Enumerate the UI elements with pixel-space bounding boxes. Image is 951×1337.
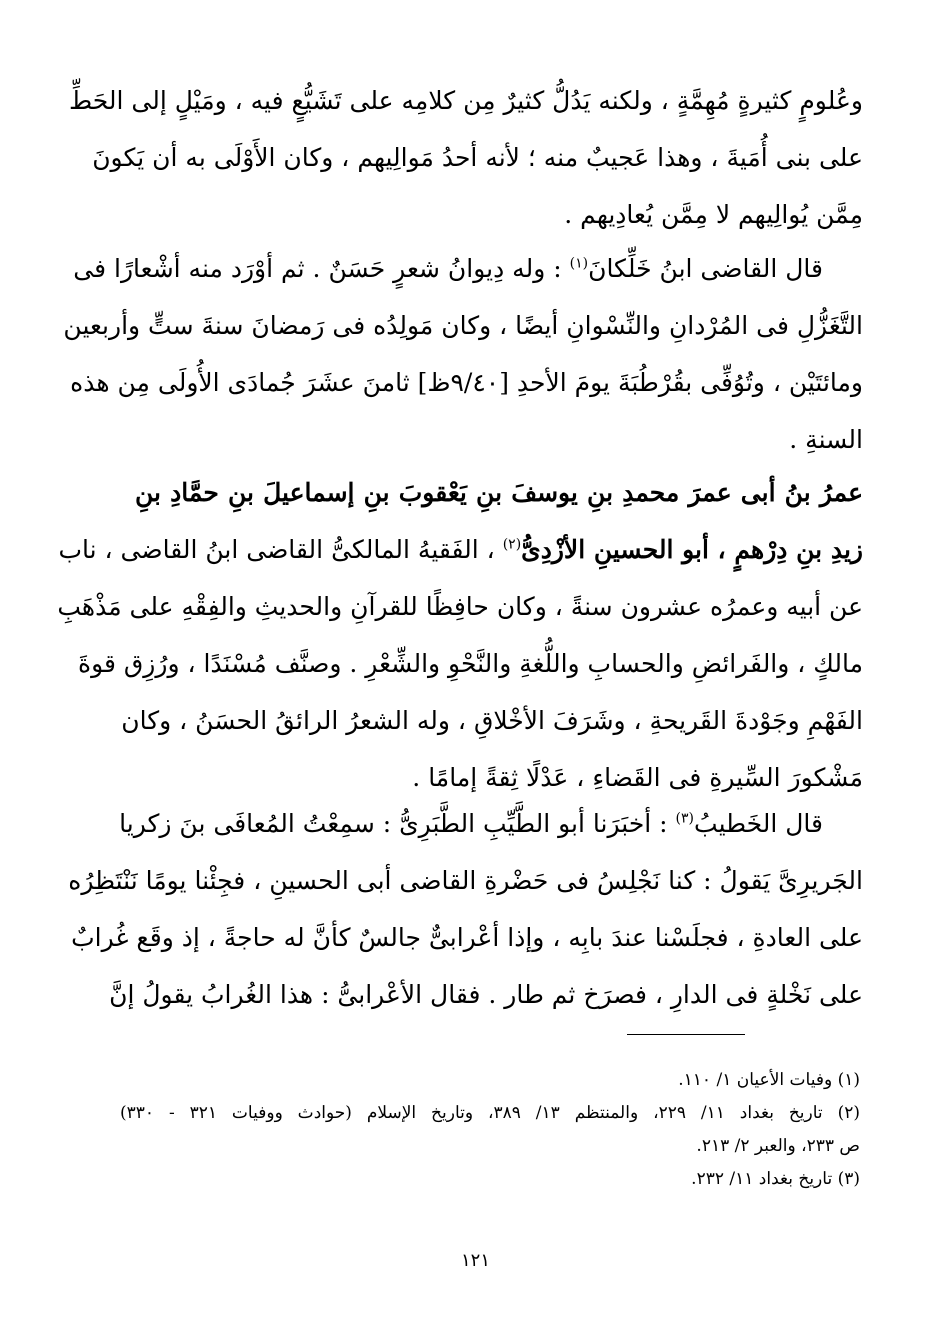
text-line: قال الخَطيبُ$^{(٣)}$ : أخبَرَنا أبو الطَّيِّبِ الطَّبَرِىُّ : سمِعْتُ المُعافَى بنَ زكريا — [119, 809, 823, 838]
footnote-3: (٣) تاريخ بغداد ١١/ ٢٣٢. — [691, 1169, 860, 1189]
text-line: مِمَّن يُوالِيهم لا مِمَّن يُعادِيهم . — [564, 200, 863, 229]
footnote-1: (١) وفيات الأعيان ١/ ١١٠. — [678, 1070, 860, 1090]
text-line: وعُلومٍ كثيرةٍ مُهِمَّةٍ ، ولكنه يَدُلُّ كثيرٌ مِن كلامِه على تَشَيُّعٍ فيه ، ومَيْلٍ إلى الحَطِّ — [69, 86, 863, 115]
text-fragment: ، الفَقيهُ المالكىُّ القاضى ابنُ القاضى ، ناب — [58, 535, 495, 564]
paragraph-1 — [69, 72, 863, 243]
text-line: مَشْكورَ السِّيرةِ فى القَضاءِ ، عَدْلًا ثِقةً إمامًا . — [412, 763, 863, 792]
text-line: مالكٍ ، والفَرائضِ والحسابِ واللُّغةِ والنَّحْوِ والشِّعْرِ . وصنَّف مُسْنَدًا ، ورُزِق قوةَ — [78, 649, 863, 678]
text-line: على بنى أُمَيةَ ، وهذا عَجيبٌ منه ؛ لأنه أحدُ مَوالِيهم ، وكان الأَوْلَى به أن يَكونَ — [92, 143, 863, 172]
footnote-2-continued: ص ٢٣٣، والعبر ٢/ ٢١٣. — [696, 1136, 860, 1156]
footnote-marker-3: (٣) — [675, 810, 695, 827]
footnotes — [120, 1064, 860, 1196]
entry-heading-line-1: عمرُ بنُ أبى عمرَ محمدِ بنِ يوسفَ بنِ يَعْقوبَ بنِ إسماعيلَ بنِ حمَّادِ بنِ — [135, 478, 863, 507]
text-line: الفَهْمِ وجَوْدةَ القَريحةِ ، وشَرَفَ الأخْلاقِ ، وله الشعرُ الرائقُ الحسَنُ ، وكان — [121, 706, 863, 735]
paragraph-2 — [63, 240, 863, 468]
biography-entry — [57, 464, 863, 806]
footnote-marker-1: (١) — [569, 255, 589, 272]
text-line: التَّغَزُّلِ فى المُرْدانِ والنِّسْوانِ أيضًا ، وكان مَولِدُه فى رَمضانَ سنةَ ستٍّ وأربعين — [63, 311, 863, 340]
page-number: ١٢١ — [460, 1250, 490, 1271]
text-line: على نَخْلةٍ فى الدارِ ، فصرَخ ثم طار . فقال الأعْرابىُّ : هذا الغُرابُ يقولُ إنَّ — [109, 980, 863, 1009]
footnote-marker-2: (٢) — [502, 536, 522, 553]
entry-heading-name: زيدِ بنِ دِرْهمٍ ، أبو الحسينِ الأزْدِىُّ — [521, 535, 863, 564]
text-line: السنةِ . — [789, 425, 863, 454]
footnote-separator — [627, 1034, 745, 1035]
text-line: الجَريرِىَّ يَقولُ : كنا نَجْلِسُ فى حَضْرةِ القاضى أبى الحسينِ ، فجِئْنا يومًا نَنْتَظِرُه — [68, 866, 863, 895]
entry-heading-line-2 — [58, 521, 863, 578]
footnote-2: (٢) تاريخ بغداد ١١/ ٢٢٩، والمنتظم ١٣/ ٣٨٩، وتاريخ الإسلام (حوادث ووفيات ٣٢١ - ٣٣٠) — [120, 1103, 860, 1123]
text-line: على العادةِ ، فجلَسْنا عندَ بابِه ، وإذا أعْرابىٌّ جالسٌ كأنَّ له حاجةً ، إذ وقَع غُرابٌ — [71, 923, 863, 952]
text-line: عن أبيه وعمرُه عشرون سنةً ، وكان حافِظًا للقرآنِ والحديثِ والفِقْهِ على مَذْهَبِ — [57, 592, 863, 621]
text-line: ومائتَيْن ، وتُوُفِّى بقُرْطُبَةَ يومَ الأحدِ [٩/٤٠ظ] ثامنَ عشَرَ جُمادَى الأُولَى مِن هذه — [70, 368, 863, 397]
paragraph-4 — [68, 795, 863, 1023]
text-line: قال القاضى ابنُ خَلِّكانَ$^{(١)}$ : وله دِيوانُ شعرٍ حَسَنٌ . ثم أوْرَد منه أشْعارًا فى — [73, 254, 823, 283]
